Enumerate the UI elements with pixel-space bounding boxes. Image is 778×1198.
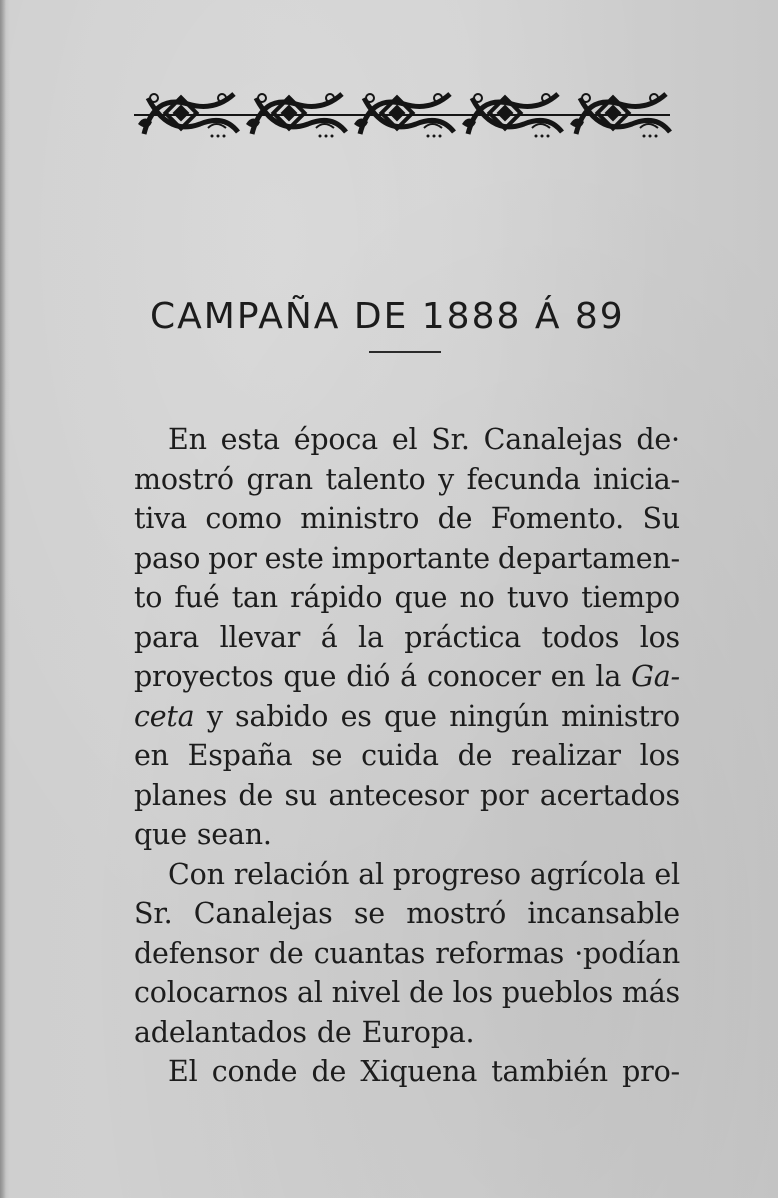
word: también xyxy=(491,1055,608,1088)
text-line xyxy=(134,1052,680,1092)
word: y xyxy=(438,462,454,496)
word: que xyxy=(134,818,187,851)
word: ningún xyxy=(449,699,549,733)
word: de xyxy=(316,1015,352,1049)
word: de xyxy=(457,739,493,772)
word: cuida xyxy=(361,739,439,772)
word: á xyxy=(320,620,338,654)
word: defensor xyxy=(134,936,259,970)
title-underline-rule xyxy=(369,351,441,353)
body-text xyxy=(134,420,680,1092)
word: esta xyxy=(220,423,280,456)
word: tiempo xyxy=(581,581,680,614)
decorative-ornament-band xyxy=(132,84,672,146)
word: pro- xyxy=(622,1055,680,1088)
word: reformas xyxy=(435,936,565,970)
word: práctica xyxy=(404,620,522,654)
word: al xyxy=(358,857,384,891)
word: que xyxy=(383,699,437,733)
word: fecunda xyxy=(466,462,581,496)
text-line xyxy=(134,460,680,500)
word: planes xyxy=(134,778,227,812)
word: to xyxy=(134,581,163,614)
chapter-title: CAMPAÑA DE 1888 Á 89 xyxy=(150,296,625,337)
word: relación xyxy=(233,857,350,891)
text-line xyxy=(134,420,680,460)
word: más xyxy=(621,976,680,1009)
word: de xyxy=(311,1055,347,1088)
word: agrícola xyxy=(529,857,646,891)
ornament-icon xyxy=(132,84,672,146)
word: ministro xyxy=(300,502,420,535)
word: progreso xyxy=(392,857,521,891)
word: España xyxy=(187,739,293,772)
word: como xyxy=(205,502,282,535)
word: tiva xyxy=(134,502,187,535)
word: en xyxy=(550,660,586,693)
word: mostró xyxy=(406,897,507,930)
word: se xyxy=(353,897,385,930)
word: tan xyxy=(231,581,278,614)
word: gran xyxy=(246,462,313,496)
word: por xyxy=(479,778,529,812)
word: Canalejas xyxy=(193,897,333,930)
word: en xyxy=(134,739,169,772)
word: cuantas xyxy=(313,936,426,970)
word: llevar xyxy=(219,620,301,654)
word: los xyxy=(452,976,493,1009)
word: Sr. xyxy=(134,897,173,930)
word: rápido xyxy=(290,581,383,614)
text-line xyxy=(134,934,680,974)
word: acertados xyxy=(539,778,680,812)
word: antecesor xyxy=(328,778,469,812)
word: los xyxy=(639,620,680,654)
word: ·podían xyxy=(574,936,680,970)
text-line xyxy=(134,499,680,539)
word: el xyxy=(391,423,418,456)
word: Europa. xyxy=(361,1015,475,1049)
word: todos xyxy=(541,620,620,654)
word: colocarnos xyxy=(134,976,289,1009)
text-line xyxy=(134,776,680,816)
word: importante xyxy=(331,541,490,575)
word: Canalejas xyxy=(483,423,623,456)
text-line xyxy=(134,1013,680,1053)
word: los xyxy=(639,739,680,772)
text-line xyxy=(134,539,680,579)
text-line xyxy=(134,618,680,658)
word: ministro xyxy=(561,699,680,733)
word: este xyxy=(264,541,324,575)
word: El xyxy=(168,1055,198,1088)
word: por xyxy=(208,541,257,575)
text-line xyxy=(134,578,680,618)
word: de xyxy=(409,976,444,1009)
word: al xyxy=(297,976,323,1009)
word: realizar xyxy=(511,739,621,772)
word: para xyxy=(134,620,200,654)
word: conocer xyxy=(426,660,541,693)
word: sabido xyxy=(235,699,329,733)
word: es xyxy=(340,699,372,733)
word: Ga- xyxy=(631,660,680,693)
word: En xyxy=(168,423,207,456)
text-line xyxy=(134,894,680,934)
word: que xyxy=(394,581,448,614)
word: incansable xyxy=(527,897,680,930)
word: proyectos xyxy=(134,660,274,693)
word: adelantados xyxy=(134,1015,307,1049)
word: el xyxy=(654,857,680,891)
word: talento xyxy=(325,462,426,496)
word: departamen- xyxy=(497,541,680,575)
text-line xyxy=(134,657,680,697)
word: que xyxy=(283,660,337,693)
word: su xyxy=(284,778,318,812)
word: inicia- xyxy=(593,462,680,496)
word: conde xyxy=(211,1055,298,1088)
word: sean. xyxy=(196,818,272,851)
word: de xyxy=(268,936,304,970)
word: Su xyxy=(642,502,680,535)
word: época xyxy=(293,423,378,456)
word: de xyxy=(437,502,473,535)
word: fué xyxy=(174,581,220,614)
word: dió xyxy=(346,660,391,693)
word: tuvo xyxy=(506,581,570,614)
word: Xiquena xyxy=(360,1055,478,1088)
word: de xyxy=(238,778,274,812)
word: ceta xyxy=(134,699,195,733)
word: no xyxy=(459,581,495,614)
text-line xyxy=(134,815,680,855)
word: á xyxy=(400,660,417,693)
word: de· xyxy=(636,423,680,456)
text-line xyxy=(134,855,680,895)
text-line xyxy=(134,973,680,1013)
text-line xyxy=(134,736,680,776)
word: pueblos xyxy=(501,976,614,1009)
word: Con xyxy=(168,857,225,891)
word: Sr. xyxy=(431,423,470,456)
word: Fomento. xyxy=(490,502,624,535)
word: la xyxy=(595,660,622,693)
word: paso xyxy=(134,541,201,575)
page-binding-edge xyxy=(0,0,6,1198)
text-line xyxy=(134,697,680,737)
word: la xyxy=(358,620,384,654)
word: y xyxy=(206,699,223,733)
word: se xyxy=(311,739,343,772)
word: nivel xyxy=(331,976,401,1009)
word: mostró xyxy=(134,462,234,496)
